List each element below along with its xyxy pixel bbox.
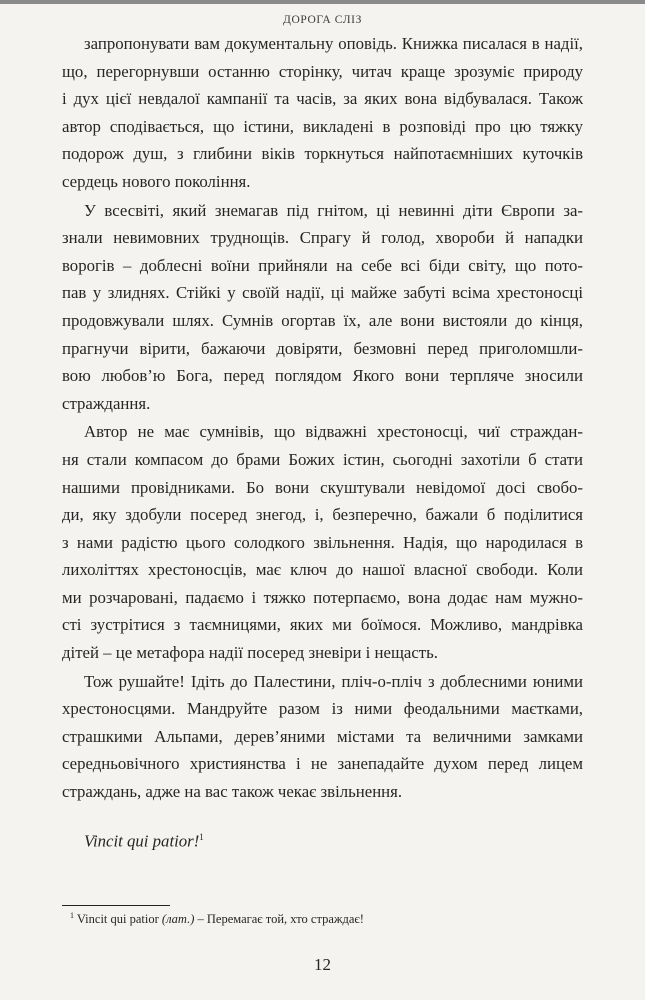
text-line: ня стали компасом до брами Божих істин, сьогодні захотіли б стати — [62, 449, 583, 469]
text-line: страждань, адже на вас також чекає звільнення. — [62, 782, 403, 802]
paragraph — [62, 197, 583, 418]
text-line: і дух цієї невдалої кампанії та часів, за яких вона відбувалася. Також — [62, 89, 583, 109]
footnote-mark: 1 — [70, 911, 74, 920]
footnote — [70, 911, 364, 927]
text-line: страждання. — [62, 393, 151, 413]
running-head: ДОРОГА СЛІЗ — [283, 14, 362, 26]
text-line: прагнучи вірити, бажаючи довіряти, безмовні перед приголомшли- — [62, 338, 583, 358]
text-line: сті зустрітися з таємницями, яких ми боїмося. Можливо, мандрівка — [62, 615, 583, 635]
text-line: середньовічного християнства і не занепадайте духом перед лицем — [62, 754, 583, 774]
paragraph — [62, 30, 583, 196]
footnote-language: (лат.) — [161, 912, 195, 927]
footnote-divider — [62, 905, 170, 906]
text-line: сердець нового покоління. — [62, 171, 251, 191]
text-line: пав у злиднях. Стійкі у своїй надії, ці майже забуті всіма хрестоносці — [62, 283, 583, 303]
text-line: запропонувати вам документальну оповідь. Книжка писалася в надії, — [84, 34, 583, 53]
text-line: з нами радістю цього солодкого звільнення. Надія, що народилася в — [62, 532, 583, 552]
text-line: лихоліттях хрестоносців, має ключ до нашої власної свободи. Коли — [62, 560, 583, 580]
page-number: 12 — [314, 955, 331, 974]
motto — [62, 824, 583, 855]
body-text — [62, 30, 583, 855]
text-line: хрестоносцями. Мандруйте разом із ними феодальними маєтками, — [62, 699, 583, 719]
motto-text: Vincit qui patior! — [84, 831, 200, 851]
paragraph — [62, 418, 583, 666]
text-line: ми розчаровані, падаємо і тяжко потерпаємо, вона додає нам мужно- — [62, 587, 583, 607]
footnote-reference[interactable]: 1 — [199, 831, 204, 842]
text-line: вою любов’ю Бога, перед поглядом Якого вони терпляче зносили — [62, 366, 583, 386]
text-line: дітей – це метафора надії посеред зневіри і нещасть. — [62, 643, 438, 663]
text-line: що, перегорнувши останню сторінку, читач краще зрозуміє природу — [62, 61, 583, 81]
footnote-text: Vincit qui patior — [76, 912, 162, 927]
scan-border — [0, 0, 645, 4]
text-line: нашими провідниками. Бо вони скуштували невідомої досі свобо- — [62, 477, 583, 497]
text-line: Тож рушайте! Ідіть до Палестини, пліч-о-пліч з доблесними юними — [84, 671, 583, 691]
text-line: ди, яку здобули посеред знегод, і, безперечно, бажали б поділитися — [62, 505, 583, 525]
text-line: страшкими Альпами, дерев’яними містами та величними замками — [62, 726, 583, 746]
text-line: У всесвіті, який знемагав під гнітом, ці невинні діти Європи за- — [84, 200, 583, 220]
text-line: знали невимовних труднощів. Спрагу й голод, хвороби й нападки — [62, 228, 583, 248]
text-line: продовжували шлях. Сумнів огортав їх, але вони вистояли до кінця, — [62, 310, 583, 330]
footnote-translation: – Перемагає той, хто страждає! — [194, 912, 364, 927]
text-line: Автор не має сумнівів, що відважні хрестоносці, чиї страждан- — [84, 422, 583, 442]
paragraph — [62, 668, 583, 806]
text-line: подорож душ, з глибини віків торкнуться найпотаємніших куточків — [62, 144, 583, 164]
text-line: автор сподівається, що істини, викладені в розповіді про цю тяжку — [62, 116, 583, 136]
text-line: ворогів – доблесні воїни прийняли на себе всі біди світу, що пото- — [62, 255, 583, 275]
